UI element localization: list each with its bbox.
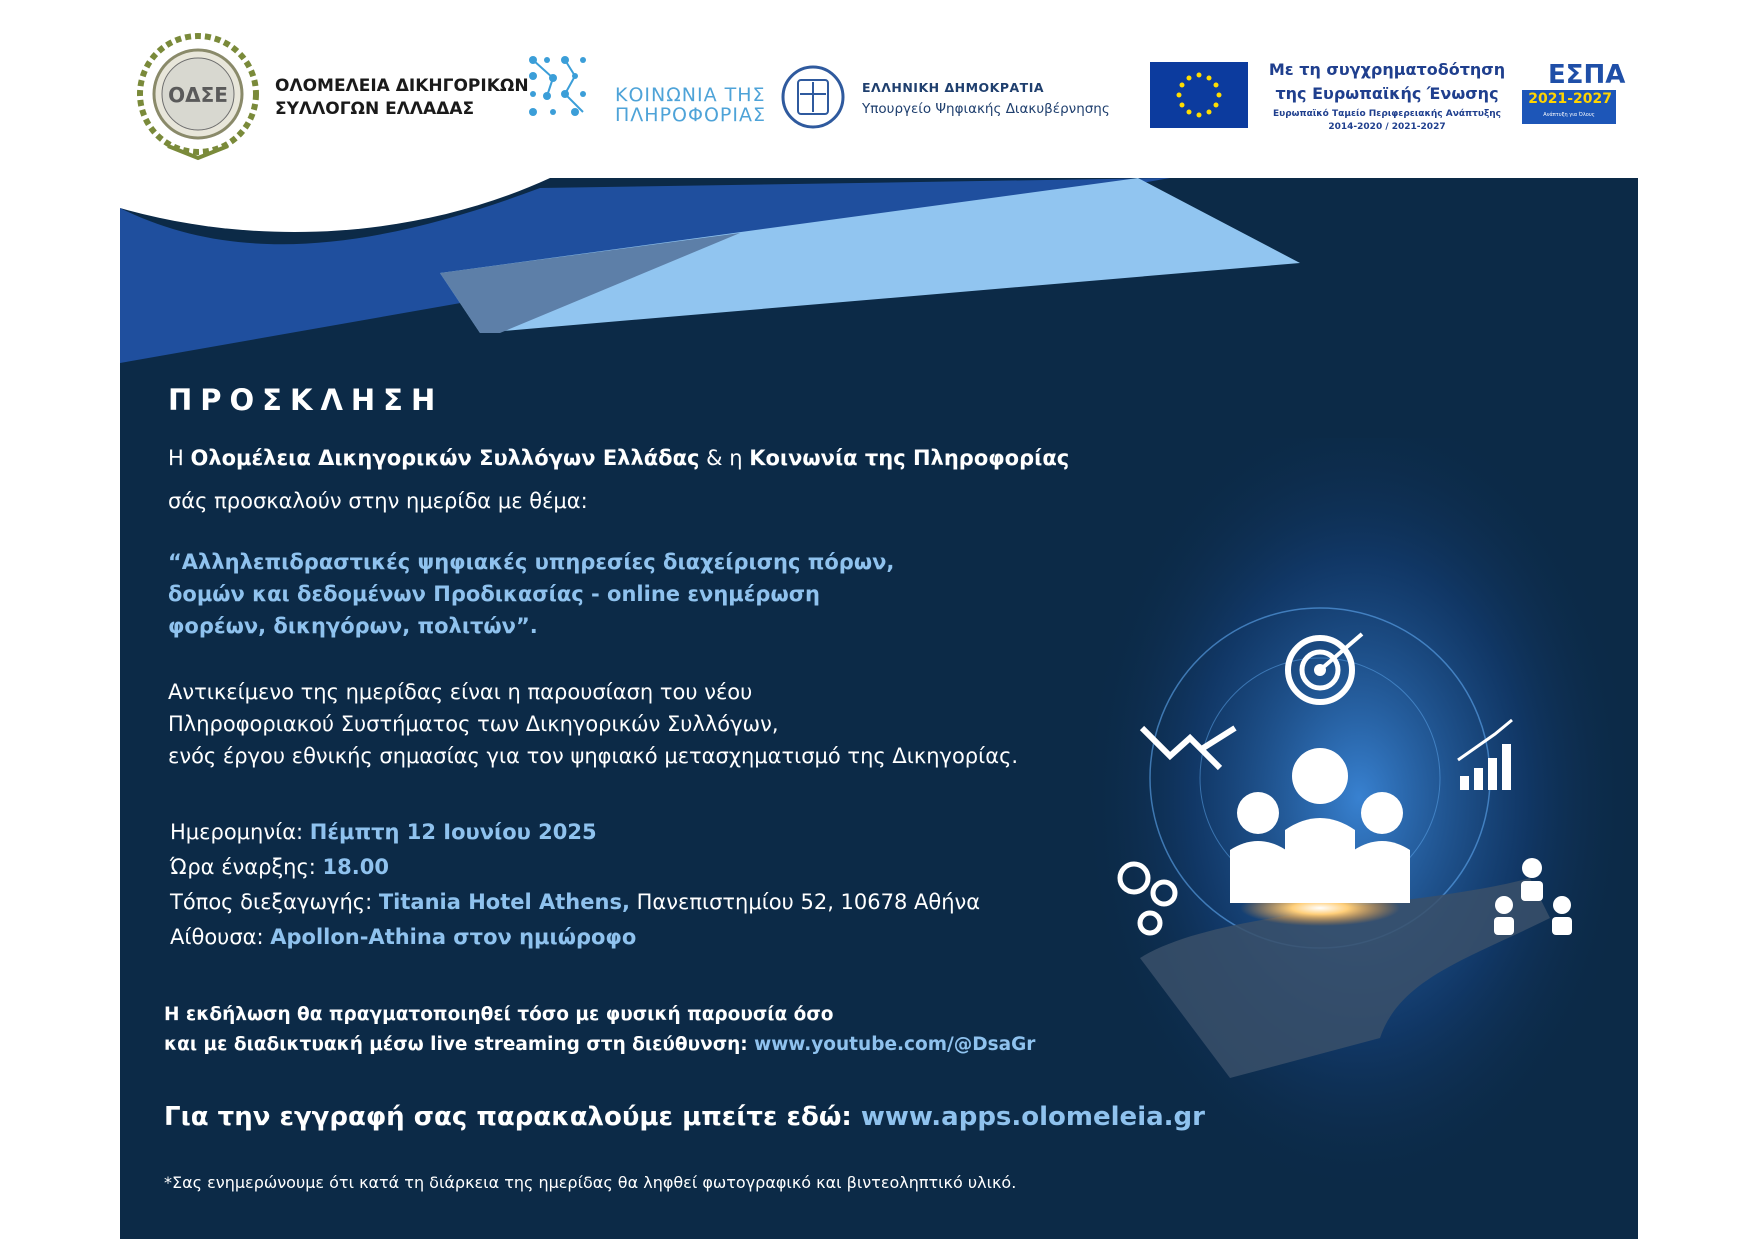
eu-flag: [1150, 62, 1248, 128]
decorative-waves: [120, 178, 1638, 418]
eu-stars-icon: [1150, 62, 1248, 128]
registration-line: [164, 1102, 1205, 1132]
espa-title: ΕΣΠΑ: [1548, 60, 1626, 90]
koinonia-name: [615, 85, 766, 125]
date-label: Ημερομηνία:: [170, 820, 310, 844]
objective-line3: ενός έργου εθνικής σημασίας για τον ψηφιακό μετασχηματισμό της Δικηγορίας.: [168, 744, 1019, 768]
date-value: Πέμπτη 12 Ιουνίου 2025: [309, 820, 597, 844]
theme-line3: φορέων, δικηγόρων, πολιτών”.: [168, 614, 538, 638]
streaming-text: και με διαδικτυακή μέσω live streaming στη διεύθυνση:: [164, 1034, 755, 1055]
olomeleia-line2: ΣΥΛΛΟΓΩΝ ΕΛΛΑΔΑΣ: [275, 99, 475, 119]
venue-label: Τόπος διεξαγωγής:: [170, 890, 379, 914]
registration-text: Για την εγγραφή σας παρακαλούμε μπείτε εδώ:: [164, 1102, 861, 1132]
intro-line1: [168, 443, 1069, 473]
espa-tagline: Ανάπτυξη για Όλους: [1543, 112, 1595, 118]
espa-years: 2021-2027: [1528, 91, 1612, 107]
eu-line3: Ευρωπαϊκό Ταμείο Περιφερειακής Ανάπτυξης: [1272, 109, 1502, 119]
invitation-title: ΠΡΟΣΚΛΗΣΗ: [168, 383, 444, 417]
emblem-lettering: ΟΔΣΕ: [168, 83, 228, 107]
room-value: Apollon-Athina στον ημιώροφο: [270, 925, 637, 949]
olomeleia-emblem-icon: [133, 28, 263, 166]
koinonia-line2: ΠΛΗΡΟΦΟΡΙΑΣ: [615, 104, 766, 126]
objective-line2: Πληροφοριακού Συστήματος των Δικηγορικών Συλλόγων,: [168, 712, 779, 736]
ministry-line2: Υπουργείο Ψηφιακής Διακυβέρνησης: [862, 101, 1110, 117]
intro-mid: & η: [699, 446, 750, 470]
detail-date: [170, 820, 597, 844]
intro-line2: σάς προσκαλούν στην ημερίδα με θέμα:: [168, 489, 588, 513]
eu-line2: της Ευρωπαϊκής Ένωσης: [1275, 84, 1499, 103]
ministry-line1: ΕΛΛΗΝΙΚΗ ΔΗΜΟΚΡΑΤΙΑ: [862, 80, 1045, 95]
detail-room: [170, 925, 636, 949]
streaming-line2: [164, 1034, 1035, 1055]
detail-time: [170, 855, 389, 879]
eu-line1: Με τη συγχρηματοδότηση: [1268, 60, 1506, 79]
time-value: 18.00: [322, 855, 389, 879]
eu-line4: 2014-2020 / 2021-2027: [1328, 122, 1446, 132]
intro-pre: Η: [168, 446, 191, 470]
koinonia-dots-icon: [525, 52, 595, 122]
objective-line1: Αντικείμενο της ημερίδας είναι η παρουσίαση του νέου: [168, 680, 753, 704]
venue-value: Titania Hotel Athens,: [378, 890, 630, 914]
olomeleia-line1: ΟΛΟΜΕΛΕΙΑ ΔΙΚΗΓΟΡΙΚΩΝ: [275, 76, 529, 96]
streaming-link[interactable]: www.youtube.com/@DsaGr: [754, 1034, 1036, 1055]
streaming-line1: Η εκδήλωση θα πραγματοποιηθεί τόσο με φυσική παρουσία όσο: [164, 1004, 834, 1025]
footnote: *Σας ενημερώνουμε ότι κατά τη διάρκεια της ημερίδας θα ληφθεί φωτογραφικό και βιντεοληπτικό υλικό.: [164, 1173, 1017, 1192]
room-label: Αίθουσα:: [170, 925, 271, 949]
header-logos: [0, 0, 1753, 178]
venue-address: Πανεπιστημίου 52, 10678 Αθήνα: [629, 890, 981, 914]
time-label: Ώρα έναρξης:: [170, 855, 323, 879]
org-olomeleia: Ολομέλεια Δικηγορικών Συλλόγων Ελλάδας: [190, 446, 700, 470]
greek-coat-of-arms-icon: [778, 62, 848, 132]
theme-line2: δομών και δεδομένων Προδικασίας - online ενημέρωση: [168, 582, 820, 606]
olomeleia-name: [275, 75, 529, 121]
theme-line1: “Αλληλεπιδραστικές ψηφιακές υπηρεσίες διαχείρισης πόρων,: [168, 550, 895, 574]
koinonia-line1: ΚΟΙΝΩΝΙΑ ΤΗΣ: [615, 84, 766, 106]
invitation-panel: [120, 178, 1638, 1239]
detail-venue: [170, 890, 980, 914]
org-koinonia: Κοινωνία της Πληροφορίας: [749, 446, 1070, 470]
registration-link[interactable]: www.apps.olomeleia.gr: [860, 1102, 1205, 1132]
